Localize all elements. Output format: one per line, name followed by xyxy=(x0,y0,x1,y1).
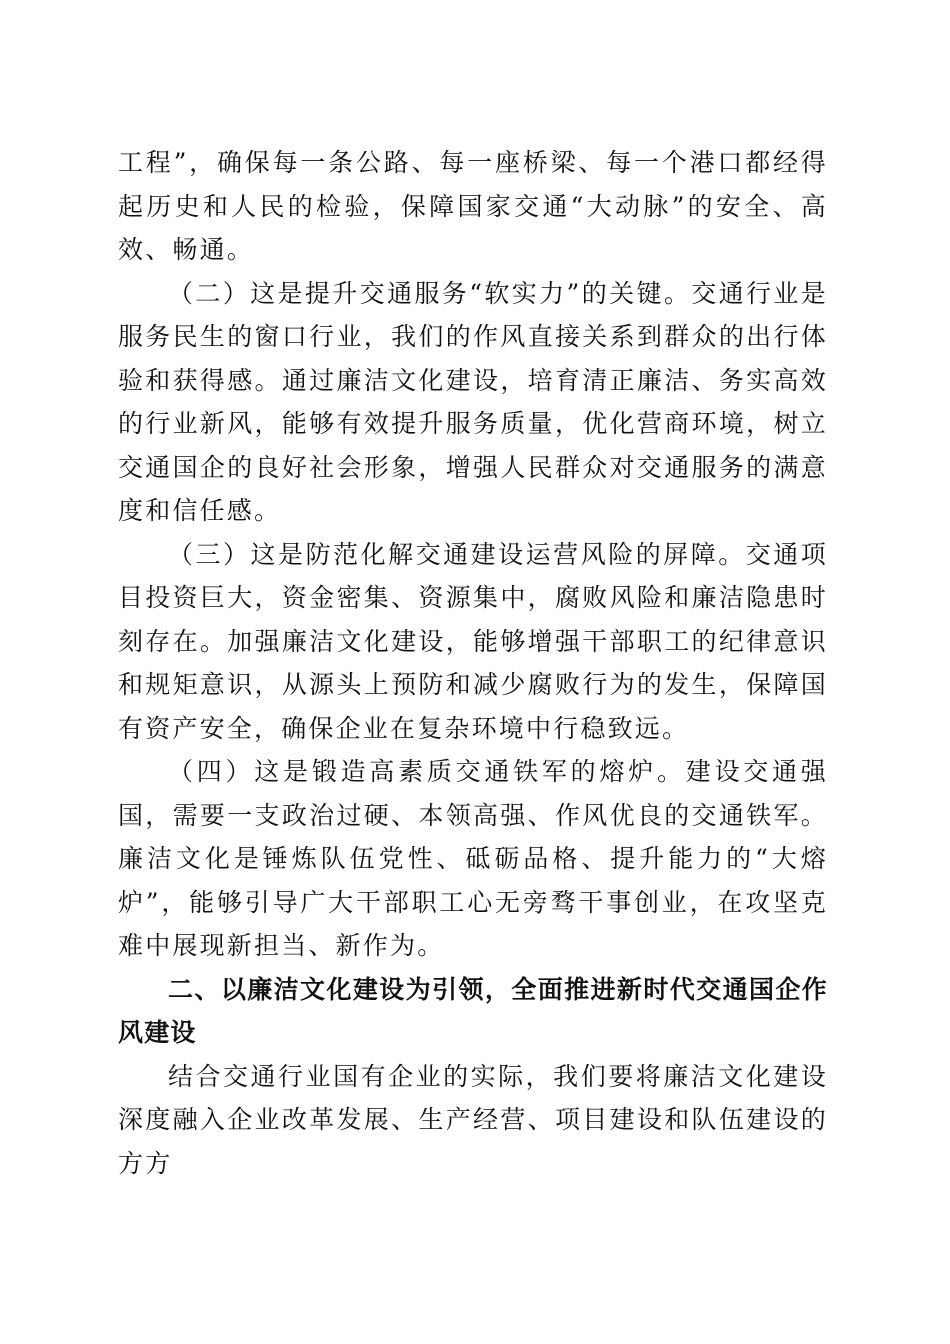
paragraph-lead: （二）这是提升交通服务“软实力”的关键。 xyxy=(168,278,692,308)
document-page xyxy=(118,141,828,1185)
paragraph-3 xyxy=(118,533,828,751)
paragraph-lead: （四）这是锻造高素质交通铁军的熔炉。 xyxy=(168,757,686,786)
paragraph-lead: （三）这是防范化解交通建设运营风险的屏障。 xyxy=(168,539,746,569)
paragraph-text: 工程”，确保每一条公路、每一座桥梁、每一个港口都经得起历史和人民的检验，保障国家交通“大动脉”的安全、高效、畅通。 xyxy=(118,148,828,264)
paragraph-continuation xyxy=(118,141,828,272)
paragraph-2 xyxy=(118,272,828,533)
paragraph-text: 交通项目投资巨大，资金密集、资源集中，腐败风险和廉洁隐患时刻存在。加强廉洁文化建设，能够增强干部职工的纪律意识和规矩意识，从源头上预防和减少腐败行为的发生，保障国有资产安全，确保企业在复杂环境中行稳致远。 xyxy=(118,539,828,743)
paragraph-4 xyxy=(118,750,828,968)
section-heading: 二、以廉洁文化建设为引领，全面推进新时代交通国企作风建设 xyxy=(118,974,828,1047)
paragraph-text: 建设交通强国，需要一支政治过硬、本领高强、作风优良的交通铁军。廉洁文化是锤炼队伍党性、砥砺品格、提升能力的“大熔炉”，能够引导广大干部职工心无旁骛干事创业，在攻坚克难中展现新担当、新作为。 xyxy=(118,757,828,960)
closing-paragraph: 结合交通行业国有企业的实际，我们要将廉洁文化建设深度融入企业改革发展、生产经营、项目建设和队伍建设的方方 xyxy=(118,1061,828,1178)
paragraph-text: 交通行业是服务民生的窗口行业，我们的作风直接关系到群众的出行体验和获得感。通过廉洁文化建设，培育清正廉洁、务实高效的行业新风，能够有效提升服务质量，优化营商环境，树立交通国企的良好社会形象，增强人民群众对交通服务的满意度和信任感。 xyxy=(118,278,828,525)
